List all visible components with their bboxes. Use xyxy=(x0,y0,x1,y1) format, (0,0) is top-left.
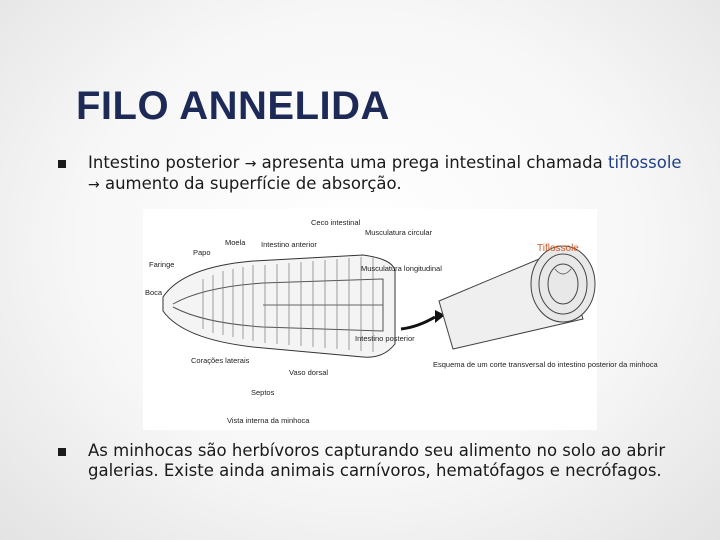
label-musc-circular: Musculatura circular xyxy=(365,228,433,237)
arrow-icon: → xyxy=(244,156,257,172)
label-vaso-dorsal: Vaso dorsal xyxy=(289,368,329,377)
label-intestino-posterior: Intestino posterior xyxy=(355,334,415,343)
label-coracoes: Corações laterais xyxy=(191,356,250,365)
arrow-icon: → xyxy=(88,177,100,193)
label-moela: Moela xyxy=(225,238,246,247)
slide-title: FILO ANNELIDA xyxy=(76,84,390,128)
term-tiflossole: tiflossole xyxy=(608,153,682,172)
bullet-text-1 xyxy=(88,153,698,195)
label-intestino-anterior: Intestino anterior xyxy=(261,240,317,249)
bullet1-part3: aumento da superfície de absorção. xyxy=(104,174,402,193)
pointer-arrow-icon xyxy=(401,317,435,329)
label-faringe: Faringe xyxy=(149,260,175,269)
label-tiflossole: Tiflossole xyxy=(537,243,579,254)
label-vista: Vista interna da minhoca xyxy=(227,416,310,425)
label-boca: Boca xyxy=(145,288,163,297)
earthworm-anatomy-figure xyxy=(143,209,658,430)
cross-section-drawing xyxy=(439,246,595,349)
bullet-text-2: As minhocas são herbívoros capturando seu alimento no solo ao abrir galerias. Existe ainda animais carnívoros, hematófagos e necrófagos. xyxy=(88,441,666,480)
label-septos: Septos xyxy=(251,388,275,397)
label-papo: Papo xyxy=(193,248,211,257)
label-musc-longitudinal: Musculatura longitudinal xyxy=(361,264,442,273)
bullet1-part2: apresenta uma prega intestinal chamada xyxy=(261,153,603,172)
bullet-marker xyxy=(58,160,66,168)
bullet1-part1: Intestino posterior xyxy=(88,153,240,172)
label-esquema: Esquema de um corte transversal do intestino posterior da minhoca xyxy=(433,360,658,369)
label-ceco: Ceco intestinal xyxy=(311,218,361,227)
bullet-marker xyxy=(58,448,66,456)
